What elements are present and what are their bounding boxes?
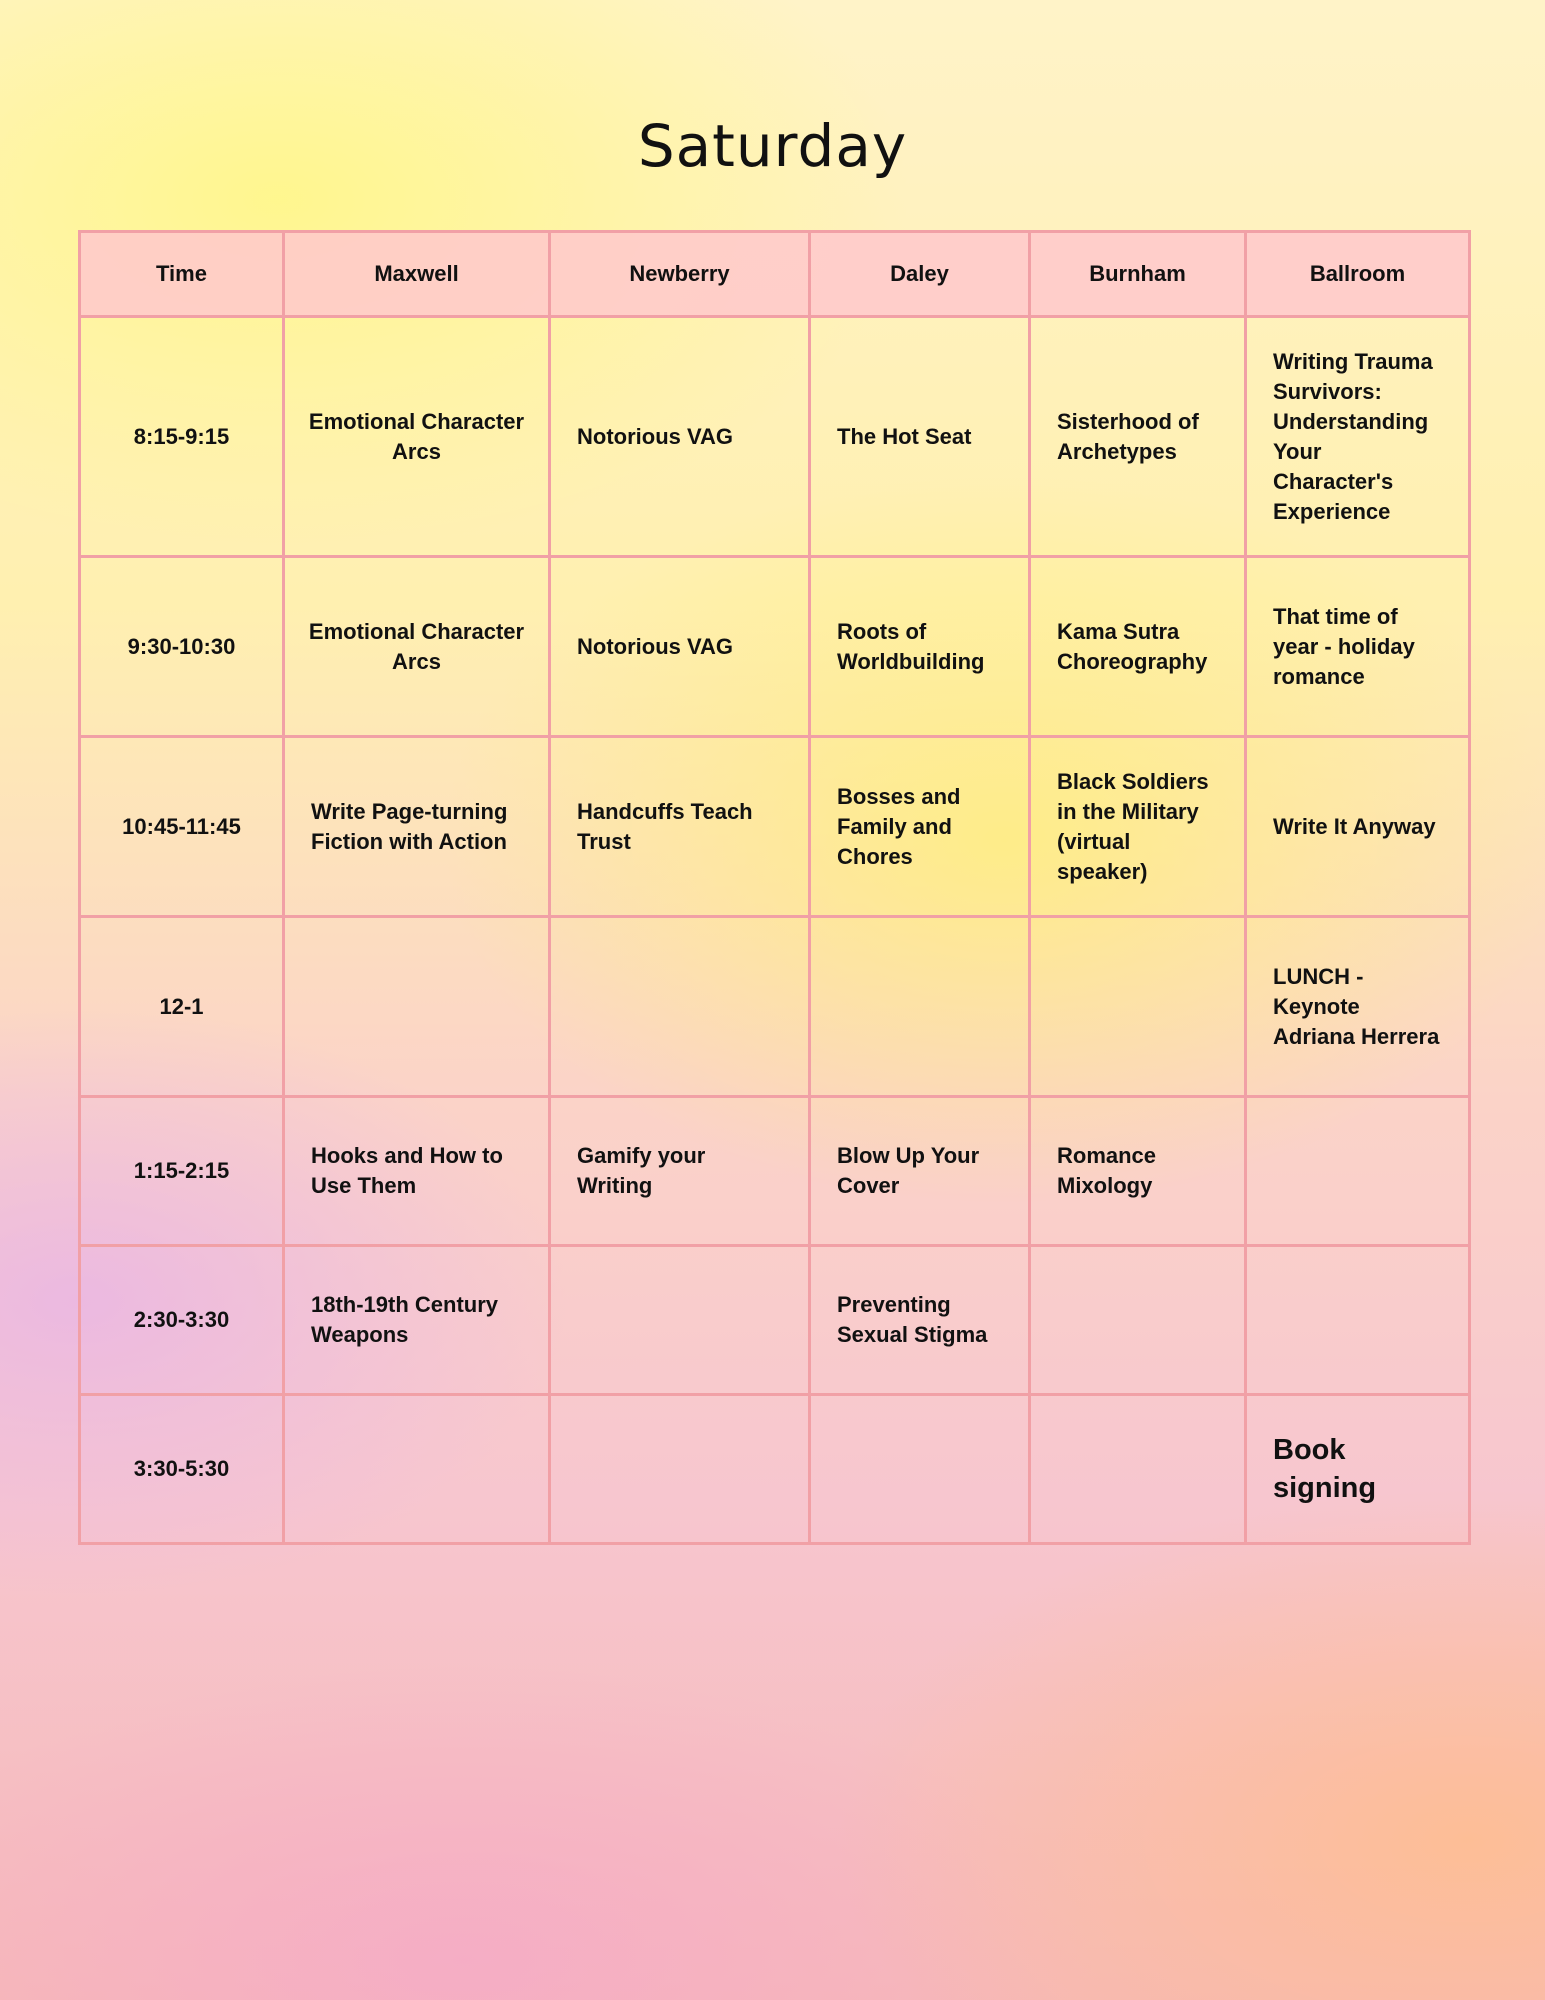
time-cell: 3:30-5:30 [80,1395,284,1544]
session-cell: Emotional Character Arcs [284,557,550,737]
session-cell: Notorious VAG [550,557,810,737]
session-cell: LUNCH - Keynote Adriana Herrera [1246,917,1470,1097]
session-cell [284,1395,550,1544]
session-cell [550,917,810,1097]
session-cell: Write Page-turning Fiction with Action [284,737,550,917]
page-title: Saturday [637,112,908,180]
schedule-table [78,230,1471,1545]
session-cell [1030,917,1246,1097]
session-cell: Book signing [1246,1395,1470,1544]
header-row [80,232,1470,317]
session-cell: Emotional Character Arcs [284,317,550,557]
session-cell: Handcuffs Teach Trust [550,737,810,917]
session-cell: The Hot Seat [810,317,1030,557]
session-cell: Writing Trauma Survivors: Understanding Your Character's Experience [1246,317,1470,557]
session-cell [1030,1395,1246,1544]
table-row [80,1395,1470,1544]
table-row [80,317,1470,557]
session-cell: Roots of Worldbuilding [810,557,1030,737]
column-header-burnham: Burnham [1030,232,1246,317]
session-cell: Hooks and How to Use Them [284,1097,550,1246]
session-cell: Kama Sutra Choreography [1030,557,1246,737]
session-cell: Romance Mixology [1030,1097,1246,1246]
session-cell: That time of year - holiday romance [1246,557,1470,737]
column-header-ballroom: Ballroom [1246,232,1470,317]
column-header-daley: Daley [810,232,1030,317]
session-cell [550,1395,810,1544]
session-cell: 18th-19th Century Weapons [284,1246,550,1395]
session-cell: Preventing Sexual Stigma [810,1246,1030,1395]
session-cell [1030,1246,1246,1395]
table-row [80,1246,1470,1395]
session-cell: Bosses and Family and Chores [810,737,1030,917]
time-cell: 10:45-11:45 [80,737,284,917]
column-header-time: Time [80,232,284,317]
session-cell [810,917,1030,1097]
time-cell: 12-1 [80,917,284,1097]
session-cell [1246,1097,1470,1246]
column-header-newberry: Newberry [550,232,810,317]
session-cell [810,1395,1030,1544]
column-header-maxwell: Maxwell [284,232,550,317]
session-cell: Black Soldiers in the Military (virtual speaker) [1030,737,1246,917]
session-cell: Blow Up Your Cover [810,1097,1030,1246]
table-row [80,557,1470,737]
session-cell: Notorious VAG [550,317,810,557]
time-cell: 8:15-9:15 [80,317,284,557]
session-cell: Write It Anyway [1246,737,1470,917]
time-cell: 1:15-2:15 [80,1097,284,1246]
table-row [80,917,1470,1097]
session-cell [284,917,550,1097]
session-cell [550,1246,810,1395]
session-cell [1246,1246,1470,1395]
session-cell: Sisterhood of Archetypes [1030,317,1246,557]
table-row [80,1097,1470,1246]
session-cell: Gamify your Writing [550,1097,810,1246]
time-cell: 9:30-10:30 [80,557,284,737]
table-row [80,737,1470,917]
time-cell: 2:30-3:30 [80,1246,284,1395]
